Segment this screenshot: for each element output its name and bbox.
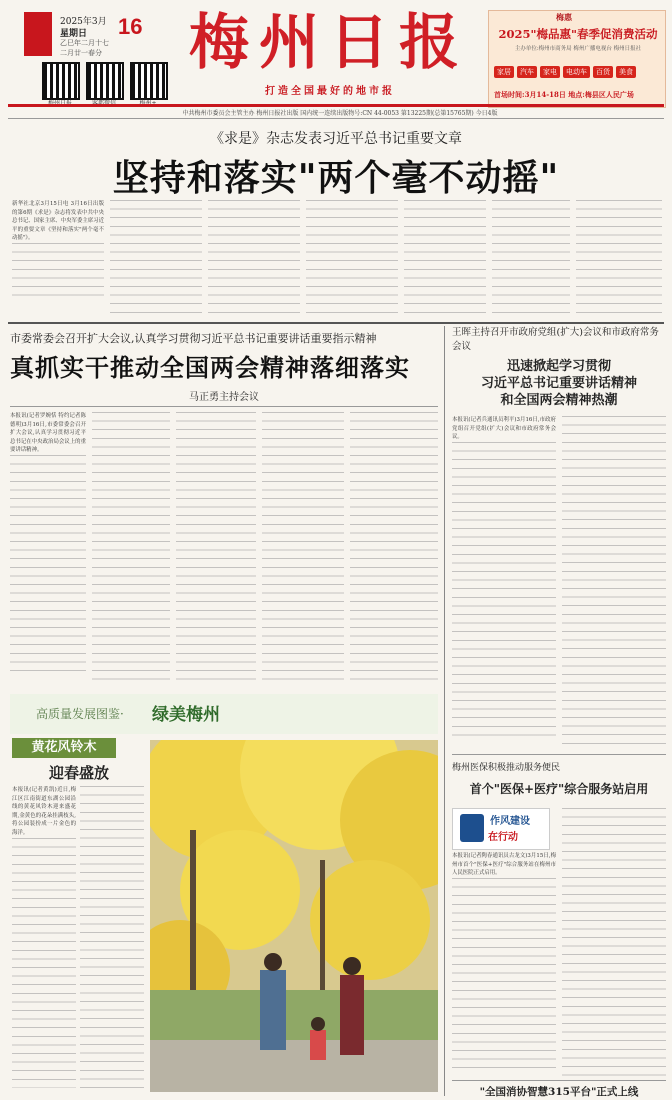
bottom-headline[interactable]: "全国消协智慧315平台"正式上线 xyxy=(479,1086,639,1098)
right1-headline-line: 和全国两会精神热潮 xyxy=(500,393,618,408)
qr-code-icon[interactable] xyxy=(86,62,124,100)
column-divider xyxy=(444,326,445,1096)
lunar-date: 乙巳年二月十七 xyxy=(60,39,109,47)
qr-code-icon[interactable] xyxy=(42,62,80,100)
text-lines xyxy=(80,786,144,1094)
text-lines xyxy=(262,412,344,684)
text-lines xyxy=(10,455,86,675)
advert-dates: 首场时间:3月14-18日 地点:梅县区人民广场 xyxy=(494,90,634,99)
article-column xyxy=(306,200,398,318)
feature-headline[interactable]: 迎春盛放 xyxy=(48,764,109,782)
text-lines xyxy=(452,878,556,1068)
right2-body xyxy=(452,852,556,1076)
weekday: 星期日 xyxy=(60,29,88,39)
right1-body xyxy=(452,416,556,750)
article-column xyxy=(92,412,170,684)
text-lines xyxy=(562,416,666,750)
qr-code-icon[interactable] xyxy=(130,62,168,100)
section1-subhead: 马正勇主持会议 xyxy=(189,392,259,403)
right1-kicker: 王晖主持召开市政府党组(扩大)会议和市政府常务会议 xyxy=(452,327,659,352)
text-lines xyxy=(562,808,666,1076)
text-lines xyxy=(12,243,104,303)
right2-headline[interactable]: 首个"医保+医疗"综合服务站启用 xyxy=(469,782,649,796)
right1-headline-line: 迅速掀起学习贯彻 xyxy=(506,359,611,374)
newspaper-slogan: 打造全国最好的地市报 xyxy=(265,86,395,97)
text-lines xyxy=(306,200,398,318)
yellow-blossom-park-photo[interactable] xyxy=(150,740,438,1092)
article-column xyxy=(350,412,438,684)
section1-body xyxy=(10,412,86,684)
advert-tag: 美食 xyxy=(616,66,636,78)
feature-lead: 本报讯(记者黄凯)近日,梅江区江南街道东湖公园沿线的黄花风铃木迎来盛花期,金黄色的花朵挂满枝头,将公园装扮成一片金色的海洋。 xyxy=(12,787,76,836)
text-lines xyxy=(576,200,662,318)
advert-tag: 电动车 xyxy=(563,66,590,78)
advert-brand: 梅惠 xyxy=(556,12,572,22)
publication-info: 中共梅州市委员会主管主办 梅州日报社出版 国内统一连续出版物号:CN 44-0053 第13225期(总第15765期) 今日4版 xyxy=(182,110,498,117)
lead-dateline: 新华社北京3月15日电 3月16日出版的第6期《求是》杂志将发表中共中央总书记、国家主席、中央军委主席习近平的重要文章《坚持和落实"两个毫不动摇"》。 xyxy=(12,201,104,242)
advert-tag: 家电 xyxy=(540,66,560,78)
right2-kicker: 梅州医保积极推动服务便民 xyxy=(452,763,561,773)
text-lines xyxy=(452,442,556,742)
newspaper-title: 梅州日报 xyxy=(189,8,469,78)
date-year: 2025年3月 xyxy=(60,17,107,27)
text-lines xyxy=(208,200,300,318)
divider xyxy=(10,406,438,407)
lead-article-body xyxy=(12,200,104,318)
article-column xyxy=(562,808,666,1076)
article-column xyxy=(208,200,300,318)
article-column xyxy=(492,200,570,318)
right2-lead: 本报讯(记者陶春通讯员古龙文)3月15日,梅州市首个"医保+医疗"综合服务站在梅州市人民医院正式启用。 xyxy=(452,853,556,877)
lead-headline[interactable]: 坚持和落实"两个毫不动摇" xyxy=(112,157,560,199)
banner-series-name: 高质量发展图鉴· xyxy=(36,707,124,721)
text-lines xyxy=(12,838,76,1088)
advert-tag: 汽车 xyxy=(517,66,537,78)
text-lines xyxy=(350,412,438,684)
runner-icon xyxy=(460,814,484,842)
feature-label: 黄花风铃木 xyxy=(12,738,116,758)
article-column xyxy=(262,412,344,684)
right1-headline-line: 习近平总书记重要讲话精神 xyxy=(480,376,637,391)
article-column xyxy=(110,200,202,318)
campaign-badge-subtitle: 在行动 xyxy=(488,832,518,843)
article-column xyxy=(176,412,256,684)
advert-organizers: 主办单位:梅州市商务局 梅州广播电视台 梅州日报社 xyxy=(514,46,642,52)
feature-body xyxy=(12,786,76,1094)
section1-lead: 本报讯(记者罗婉恬 特约记者陈德明)3月16日,市委常委会召开扩大会议,认真学习贯彻习近平总书记在中央政治局会议上的重要讲话精神。 xyxy=(10,413,86,454)
right1-headline[interactable] xyxy=(452,358,666,409)
divider xyxy=(452,754,666,755)
text-lines xyxy=(110,200,202,318)
advert-tag: 家居 xyxy=(494,66,514,78)
divider xyxy=(8,322,664,324)
date-day: 16 xyxy=(118,14,143,39)
text-lines xyxy=(492,200,570,318)
campaign-badge-title: 作风建设 xyxy=(490,816,530,827)
advert-tag: 百货 xyxy=(593,66,613,78)
banner-series-title: 绿美梅州 xyxy=(152,705,220,725)
emblem-logo xyxy=(24,12,52,56)
advert-tags xyxy=(494,66,662,78)
right1-lead: 本报讯(记者兵通讯员利平)3月16日,市政府党组召开党组(扩大)会议和市政府常务会议。 xyxy=(452,417,556,441)
solar-term: 二月廿一春分 xyxy=(60,49,102,57)
text-lines xyxy=(404,200,486,318)
article-column xyxy=(80,786,144,1094)
article-column xyxy=(576,200,662,318)
article-column xyxy=(404,200,486,318)
advert-title: 2025"梅品惠"春季促消费活动 xyxy=(498,27,658,41)
masthead-rule xyxy=(8,104,664,107)
section1-headline[interactable]: 真抓实干推动全国两会精神落细落实 xyxy=(10,353,410,382)
lead-kicker: 《求是》杂志发表习近平总书记重要文章 xyxy=(210,131,462,147)
divider xyxy=(452,1080,666,1081)
divider xyxy=(8,118,664,119)
section1-kicker: 市委常委会召开扩大会议,认真学习贯彻习近平总书记重要讲话重要指示精神 xyxy=(10,332,377,345)
text-lines xyxy=(92,412,170,684)
text-lines xyxy=(176,412,256,684)
article-column xyxy=(562,416,666,750)
